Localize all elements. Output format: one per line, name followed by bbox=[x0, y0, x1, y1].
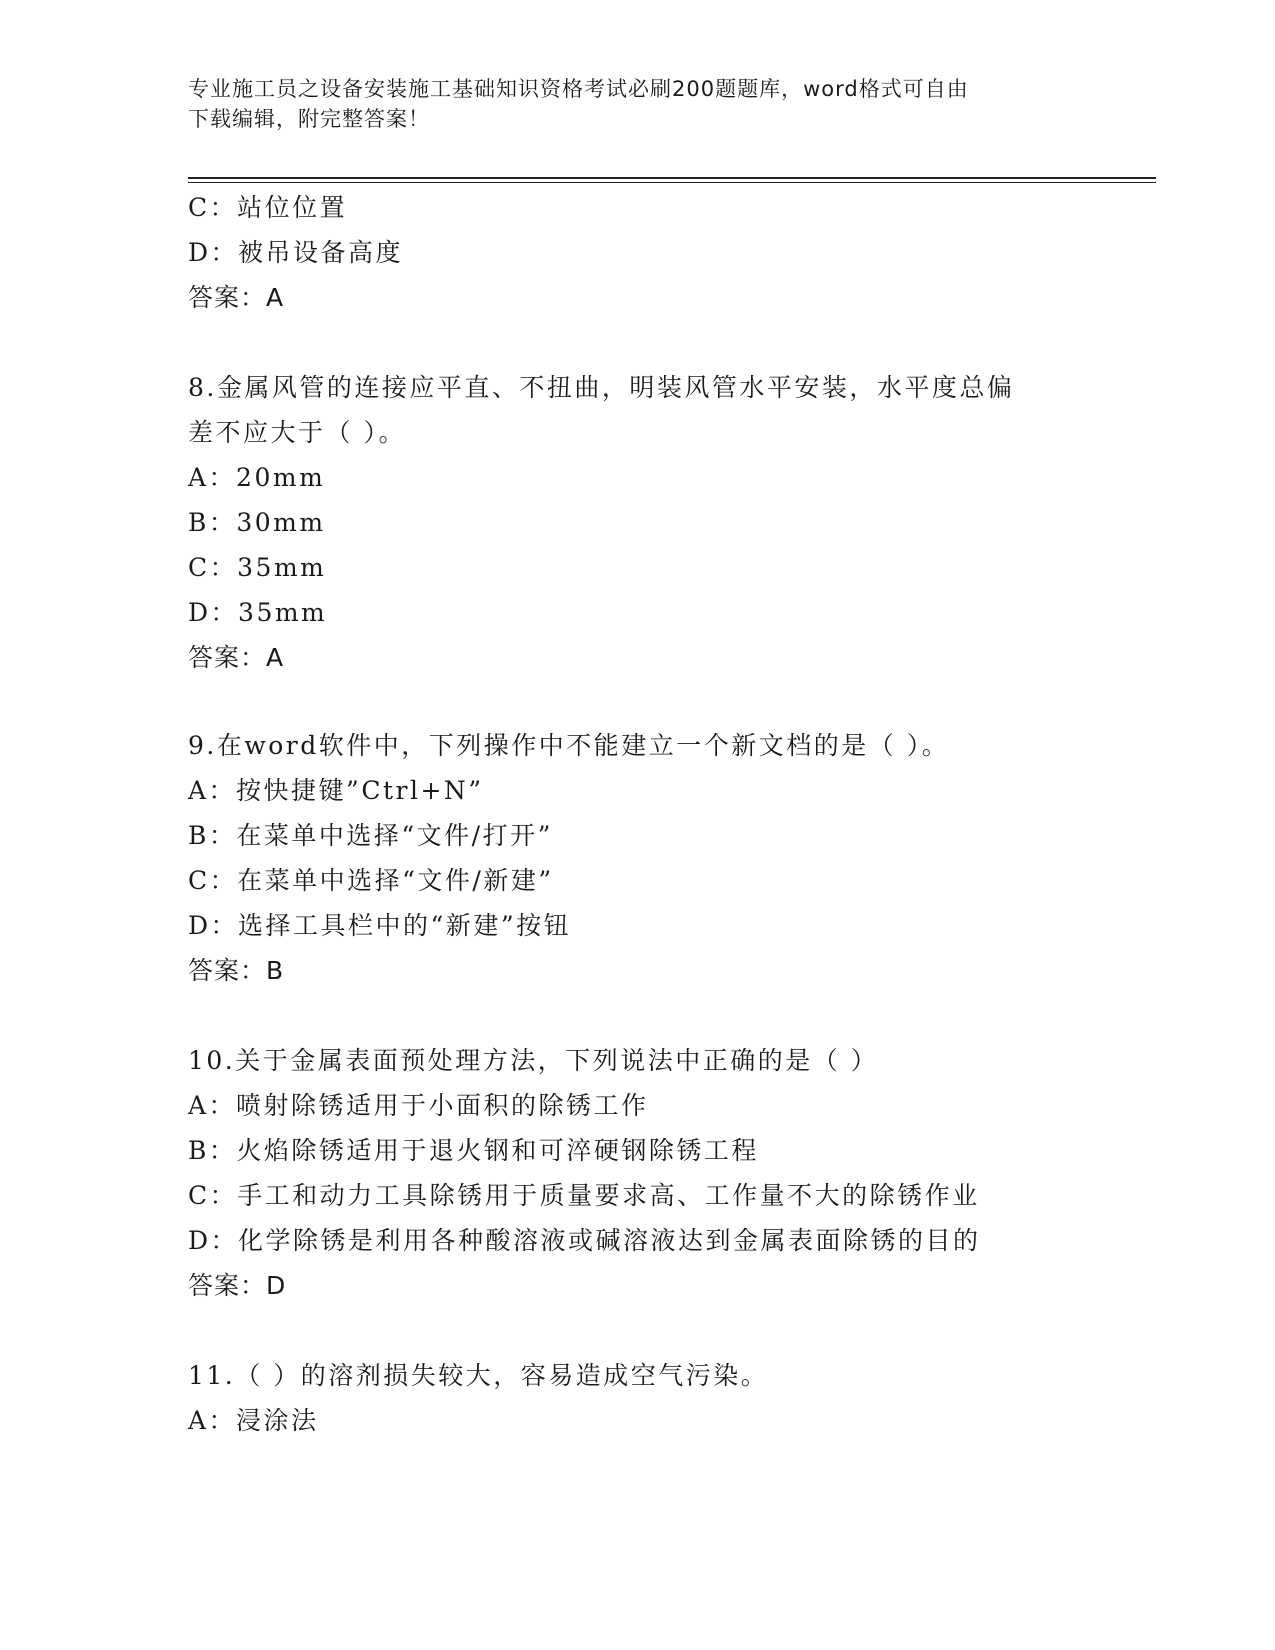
prev-answer: 答案：A bbox=[188, 283, 285, 312]
q10-option-a: A：喷射除锈适用于小面积的除锈工作 bbox=[188, 1091, 649, 1120]
q9-option-b: B：在菜单中选择“文件/打开” bbox=[188, 821, 553, 850]
q8-stem-line-2: 差不应大于（ ）。 bbox=[188, 418, 406, 447]
header-line-1: 专业施工员之设备安装施工基础知识资格考试必刷200题题库，word格式可自由 bbox=[188, 77, 969, 101]
q9-option-a: A：按快捷键”Ctrl+N” bbox=[188, 776, 484, 805]
prev-option-c: C：站位位置 bbox=[188, 193, 348, 222]
header-line-2: 下载编辑，附完整答案！ bbox=[188, 107, 430, 131]
prev-option-d: D：被吊设备高度 bbox=[188, 238, 404, 267]
q10-option-b: B：火焰除锈适用于退火钢和可淬硬钢除锈工程 bbox=[188, 1136, 759, 1165]
q9-option-c: C：在菜单中选择“文件/新建” bbox=[188, 866, 554, 895]
q9-answer: 答案：B bbox=[188, 956, 285, 985]
q8-option-b: B：30mm bbox=[188, 508, 326, 537]
q9-option-d: D：选择工具栏中的“新建”按钮 bbox=[188, 911, 572, 940]
q8-option-a: A：20mm bbox=[188, 463, 326, 492]
q8-option-d: D：35mm bbox=[188, 598, 328, 627]
header-divider-thin bbox=[188, 182, 1156, 183]
q11-option-a: A：浸涂法 bbox=[188, 1406, 319, 1435]
q8-option-c: C：35mm bbox=[188, 553, 327, 582]
q8-stem-line-1: 8.金属风管的连接应平直、不扭曲，明装风管水平安装，水平度总偏 bbox=[188, 373, 1015, 402]
q11-stem: 11.（ ）的溶剂损失较大，容易造成空气污染。 bbox=[188, 1361, 769, 1390]
q9-stem: 9.在word软件中，下列操作中不能建立一个新文档的是（ ）。 bbox=[188, 731, 950, 760]
q10-stem: 10.关于金属表面预处理方法，下列说法中正确的是（ ） bbox=[188, 1046, 879, 1075]
q10-answer: 答案：D bbox=[188, 1271, 287, 1300]
q10-option-c: C：手工和动力工具除锈用于质量要求高、工作量不大的除锈作业 bbox=[188, 1181, 980, 1210]
q10-option-d: D：化学除锈是利用各种酸溶液或碱溶液达到金属表面除锈的目的 bbox=[188, 1226, 981, 1255]
header-divider-thick bbox=[188, 177, 1156, 179]
document-header bbox=[188, 74, 1068, 134]
q8-answer: 答案：A bbox=[188, 643, 285, 672]
